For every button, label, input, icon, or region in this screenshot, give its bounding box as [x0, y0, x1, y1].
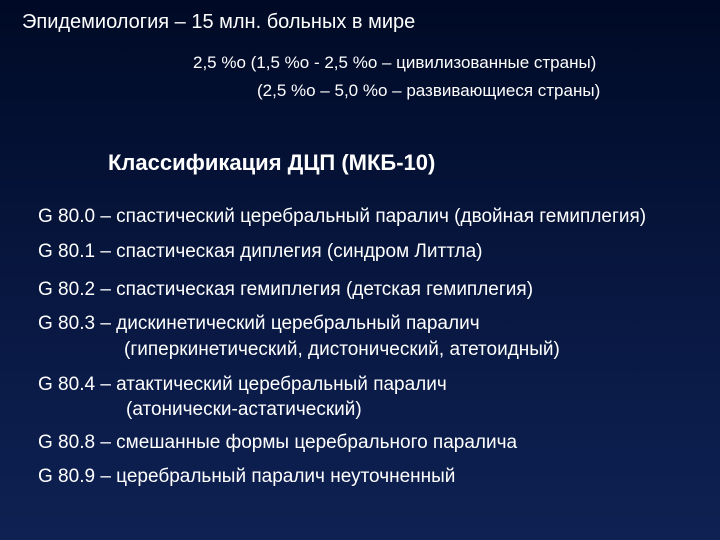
classification-item-g80-8: G 80.8 – смешанные формы церебрального паралича [38, 432, 518, 453]
epidemiology-line-civilized: 2,5 %о (1,5 %о - 2,5 %о – цивилизованные страны) [193, 53, 597, 72]
epidemiology-title: Эпидемиология – 15 млн. больных в мире [22, 11, 416, 33]
classification-heading: Классификация ДЦП (МКБ-10) [108, 150, 436, 175]
classification-item-g80-4-detail: (атонически-астатический) [126, 399, 362, 420]
epidemiology-line-developing: (2,5 %о – 5,0 %о – развивающиеся страны) [257, 81, 601, 100]
classification-item-g80-3-detail: (гиперкинетический, дистонический, атетоидный) [124, 339, 560, 360]
classification-item-g80-9: G 80.9 – церебральный паралич неуточненный [38, 466, 456, 487]
classification-item-g80-2: G 80.2 – спастическая гемиплегия (детская гемиплегия) [38, 279, 534, 300]
classification-item-g80-4: G 80.4 – атактический церебральный паралич [38, 374, 447, 395]
classification-item-g80-1: G 80.1 – спастическая диплегия (синдром Литтла) [38, 241, 483, 262]
classification-item-g80-0: G 80.0 – спастический церебральный паралич (двойная гемиплегия) [38, 206, 647, 227]
classification-item-g80-3: G 80.3 – дискинетический церебральный паралич [38, 313, 480, 334]
